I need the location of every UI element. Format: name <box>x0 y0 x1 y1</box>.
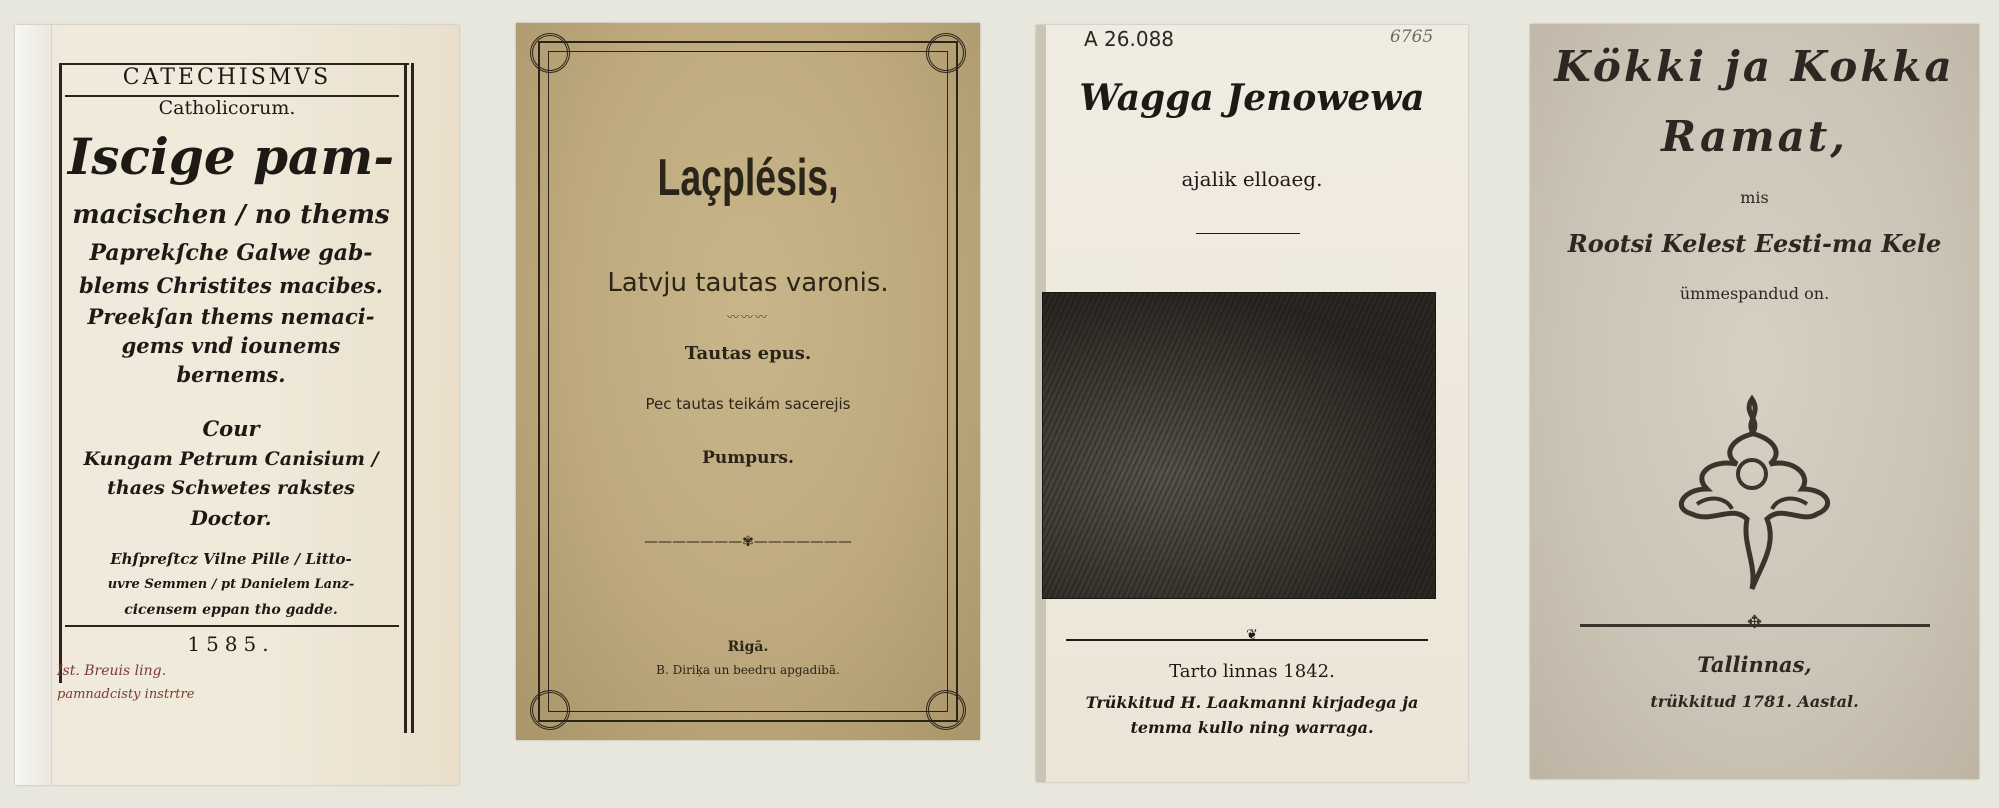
book1-year: 1585. <box>187 632 275 656</box>
book4-title-line-1: Kökki ja Kokka <box>1554 42 1955 91</box>
corner-ornament <box>926 690 966 730</box>
book1-line-5: Paprekſche Galwe gab- <box>89 240 373 266</box>
book2-credit: Pec tautas teikám sacerejis <box>645 395 851 413</box>
book1-line-12: thaes Schwetes rakstes <box>107 477 355 499</box>
book-spine <box>15 25 52 785</box>
book2-subtitle: Latvju tautas varonis. <box>607 268 889 298</box>
book4-city: Tallinnas, <box>1697 652 1812 677</box>
book4-printed: trükkitud 1781. Aastal. <box>1650 692 1859 711</box>
pencil-mark: 6765 <box>1390 27 1434 47</box>
handwritten-note: pamnadcisty instrtre <box>57 687 195 702</box>
book4-line-3: Rootsi Kelest Eesti-ma Kele <box>1567 229 1942 258</box>
book1-line-8: gems vnd iounems <box>121 333 341 358</box>
book2-publisher: B. Diriķa un beedru apgadibā. <box>656 663 840 677</box>
corner-ornament <box>530 690 570 730</box>
book3-printer-line-1: Trükkitud H. Laakmanni kirjadega ja <box>1085 693 1419 712</box>
book-cover-wagga-jenowewa <box>1036 25 1468 782</box>
book3-subtitle: ajalik elloaeg. <box>1181 167 1323 191</box>
book1-line-11: Kungam Petrum Canisium / <box>83 448 379 470</box>
catalog-mark: A 26.088 <box>1084 27 1175 51</box>
book1-line-1: CATECHISMVS <box>122 65 332 90</box>
book3-title: Wagga Jenowewa <box>1079 77 1425 119</box>
book1-title: Iscige pam- <box>67 127 395 186</box>
book1-line-6: blems Christites macibes. <box>79 273 383 298</box>
corner-ornament <box>530 33 570 73</box>
book3-printer-line-2: temma kullo ning warraga. <box>1130 718 1374 737</box>
book1-line-9: bernems. <box>176 362 286 387</box>
handwritten-note: Ist. Breuis ling. <box>57 663 167 679</box>
book1-line-13: Doctor. <box>190 506 272 530</box>
wave-divider: 〰〰〰 <box>726 310 769 324</box>
book1-line-2: Catholicorum. <box>158 97 296 119</box>
book1-line-15: uvre Semmen / pt Danielem Lanz- <box>107 577 355 592</box>
rococo-ornament <box>1652 394 1852 594</box>
book1-line-7: Preekſan thems nemaci- <box>87 304 375 329</box>
book4-mis: mis <box>1740 188 1769 207</box>
book3-imprint: Tarto linnas 1842. <box>1169 661 1335 682</box>
book2-genre: Tautas epus. <box>684 343 812 364</box>
rule-ornament: ❦ <box>1246 627 1258 643</box>
engraving-illustration <box>1042 292 1436 599</box>
book2-title: Laçplésis, <box>657 149 839 207</box>
book2-author: Pumpurs. <box>702 448 794 468</box>
frame-rule <box>411 63 414 733</box>
book4-line-4: ümmespandud on. <box>1679 284 1830 303</box>
book4-title-line-2: Ramat, <box>1661 112 1848 161</box>
book1-line-10: Cour <box>202 416 260 441</box>
book2-city: Rigā. <box>727 639 769 655</box>
book-cover-catechismus <box>15 25 459 785</box>
corner-ornament <box>926 33 966 73</box>
book-cover-lacplesis <box>516 23 980 740</box>
book-cover-kokki-ja-kokka-ramat <box>1530 24 1979 779</box>
rule-ornament: ✥ <box>1746 612 1763 633</box>
book1-line-4: macischen / no thems <box>72 200 390 230</box>
imprint-rule <box>65 625 399 627</box>
book1-line-16: cicensem eppan tho gadde. <box>124 602 338 618</box>
book1-line-14: Ehſpreſtcz Vilne Pille / Litto- <box>110 550 352 568</box>
short-rule <box>1196 233 1300 234</box>
ornament-divider: ———————✾——————— <box>644 534 852 550</box>
